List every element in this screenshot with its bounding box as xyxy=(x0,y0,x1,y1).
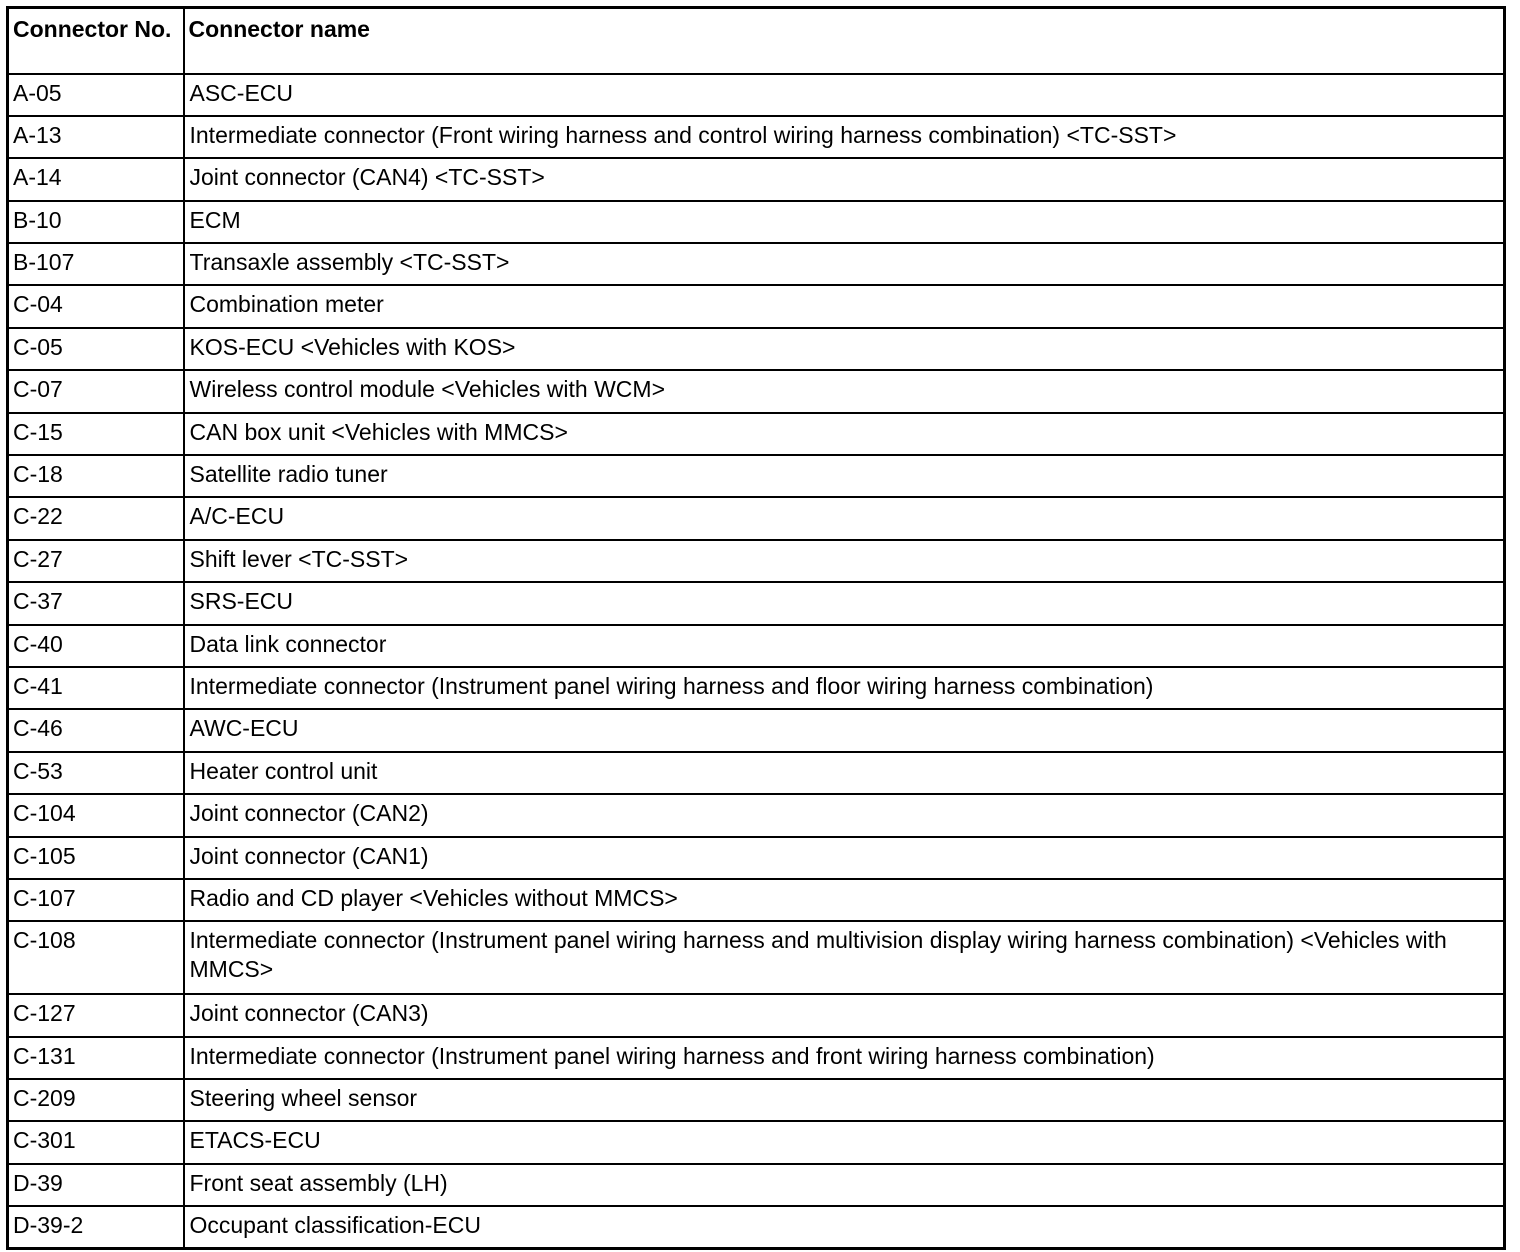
connector-no-cell: C-18 xyxy=(8,455,184,497)
connector-no-cell: B-10 xyxy=(8,201,184,243)
connector-name-cell: A/C-ECU xyxy=(184,497,1505,539)
table-row xyxy=(8,1164,1505,1206)
connector-no-cell: C-209 xyxy=(8,1079,184,1121)
table-row xyxy=(8,201,1505,243)
connector-no-cell: A-05 xyxy=(8,74,184,116)
connector-name-cell: ECM xyxy=(184,201,1505,243)
header-connector-no: Connector No. xyxy=(8,8,184,74)
connector-name-cell: CAN box unit <Vehicles with MMCS> xyxy=(184,413,1505,455)
connector-name-cell: Intermediate connector (Instrument panel wiring harness and front wiring harness combination) xyxy=(184,1037,1505,1079)
table-row xyxy=(8,328,1505,370)
table-row xyxy=(8,285,1505,327)
table-header-row xyxy=(8,8,1505,74)
connector-name-cell: AWC-ECU xyxy=(184,709,1505,751)
connector-name-cell: ASC-ECU xyxy=(184,74,1505,116)
connector-name-cell: Satellite radio tuner xyxy=(184,455,1505,497)
connector-no-cell: A-14 xyxy=(8,158,184,200)
connector-name-cell: Data link connector xyxy=(184,625,1505,667)
connector-name-cell: Occupant classification-ECU xyxy=(184,1206,1505,1248)
connector-no-cell: C-105 xyxy=(8,837,184,879)
table-row xyxy=(8,582,1505,624)
connector-no-cell: C-108 xyxy=(8,921,184,994)
table-row xyxy=(8,794,1505,836)
table-row xyxy=(8,158,1505,200)
table-row xyxy=(8,1079,1505,1121)
connector-no-cell: B-107 xyxy=(8,243,184,285)
connector-no-cell: C-04 xyxy=(8,285,184,327)
connector-no-cell: C-22 xyxy=(8,497,184,539)
connector-name-cell: ETACS-ECU xyxy=(184,1121,1505,1163)
connector-name-cell: Joint connector (CAN4) <TC-SST> xyxy=(184,158,1505,200)
connector-no-cell: C-27 xyxy=(8,540,184,582)
table-row xyxy=(8,1206,1505,1248)
connector-no-cell: C-37 xyxy=(8,582,184,624)
connector-name-cell: Transaxle assembly <TC-SST> xyxy=(184,243,1505,285)
table-row xyxy=(8,837,1505,879)
table-row xyxy=(8,994,1505,1036)
connector-no-cell: C-301 xyxy=(8,1121,184,1163)
table-row xyxy=(8,1037,1505,1079)
connector-no-cell: C-40 xyxy=(8,625,184,667)
connector-name-cell: Heater control unit xyxy=(184,752,1505,794)
connector-no-cell: C-131 xyxy=(8,1037,184,1079)
connector-name-cell: Front seat assembly (LH) xyxy=(184,1164,1505,1206)
connector-no-cell: C-104 xyxy=(8,794,184,836)
table-row xyxy=(8,921,1505,994)
table-row xyxy=(8,1121,1505,1163)
connector-no-cell: C-07 xyxy=(8,370,184,412)
table-row xyxy=(8,116,1505,158)
connector-table xyxy=(6,6,1506,1250)
connector-no-cell: A-13 xyxy=(8,116,184,158)
header-connector-name: Connector name xyxy=(184,8,1505,74)
table-row xyxy=(8,74,1505,116)
connector-name-cell: Wireless control module <Vehicles with WCM> xyxy=(184,370,1505,412)
table-row xyxy=(8,243,1505,285)
connector-name-cell: KOS-ECU <Vehicles with KOS> xyxy=(184,328,1505,370)
connector-no-cell: C-15 xyxy=(8,413,184,455)
table-row xyxy=(8,455,1505,497)
table-row xyxy=(8,540,1505,582)
connector-no-cell: C-53 xyxy=(8,752,184,794)
connector-name-cell: Steering wheel sensor xyxy=(184,1079,1505,1121)
table-row xyxy=(8,413,1505,455)
table-row xyxy=(8,752,1505,794)
connector-name-cell: Joint connector (CAN1) xyxy=(184,837,1505,879)
connector-no-cell: D-39-2 xyxy=(8,1206,184,1248)
table-row xyxy=(8,709,1505,751)
connector-name-cell: Intermediate connector (Instrument panel wiring harness and floor wiring harness combination) xyxy=(184,667,1505,709)
table-row xyxy=(8,667,1505,709)
connector-no-cell: C-41 xyxy=(8,667,184,709)
connector-name-cell: Intermediate connector (Instrument panel wiring harness and multivision display wiring harness combination) <Vehicles with MMCS> xyxy=(184,921,1505,994)
table-row xyxy=(8,625,1505,667)
connector-name-cell: Joint connector (CAN2) xyxy=(184,794,1505,836)
connector-name-cell: Joint connector (CAN3) xyxy=(184,994,1505,1036)
connector-no-cell: D-39 xyxy=(8,1164,184,1206)
table-row xyxy=(8,879,1505,921)
connector-no-cell: C-107 xyxy=(8,879,184,921)
connector-no-cell: C-46 xyxy=(8,709,184,751)
connector-no-cell: C-05 xyxy=(8,328,184,370)
connector-no-cell: C-127 xyxy=(8,994,184,1036)
table-row xyxy=(8,370,1505,412)
connector-name-cell: Radio and CD player <Vehicles without MMCS> xyxy=(184,879,1505,921)
connector-name-cell: Shift lever <TC-SST> xyxy=(184,540,1505,582)
table-row xyxy=(8,497,1505,539)
connector-name-cell: Intermediate connector (Front wiring harness and control wiring harness combination) <TC-SST> xyxy=(184,116,1505,158)
connector-name-cell: SRS-ECU xyxy=(184,582,1505,624)
connector-name-cell: Combination meter xyxy=(184,285,1505,327)
